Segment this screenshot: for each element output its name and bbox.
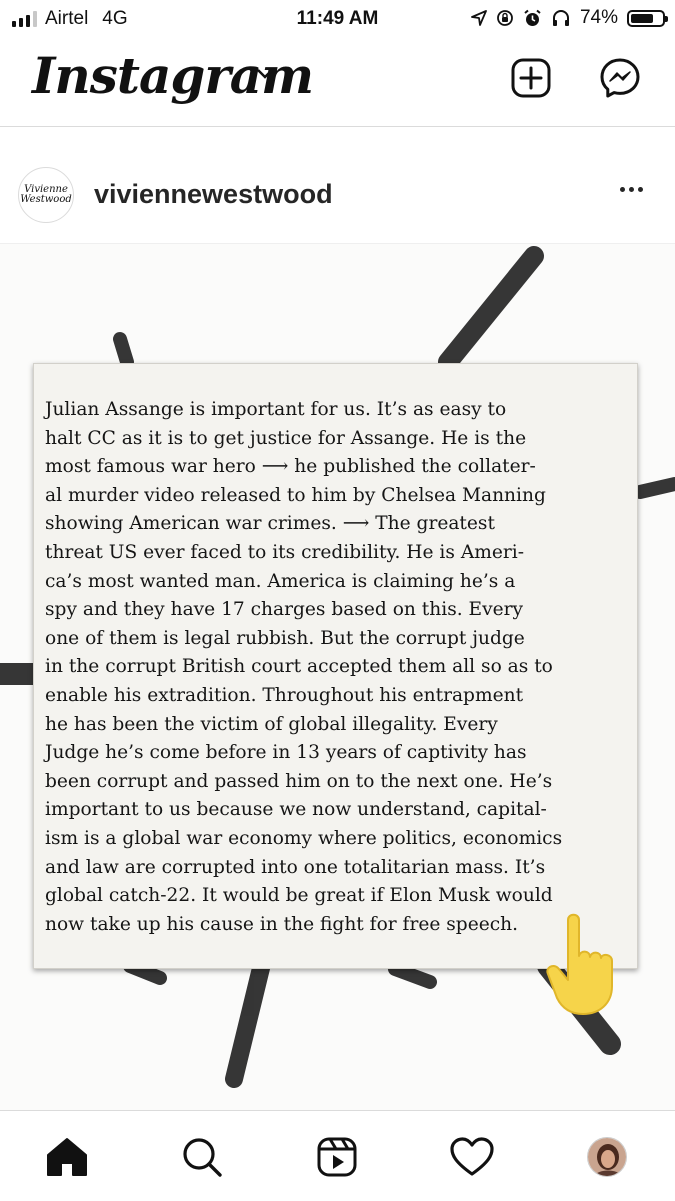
quote-line: and law are corrupted into one totalitarian mass. It’s — [45, 856, 546, 878]
alarm-icon — [523, 9, 542, 28]
quote-line: Julian Assange is important for us. It’s as easy to — [45, 399, 507, 420]
battery-fill — [631, 14, 653, 23]
status-bar-right — [471, 7, 665, 29]
network-type: 4G — [102, 8, 128, 29]
quote-line: global catch-22. It would be great if Elon Musk would — [45, 885, 553, 907]
status-bar — [0, 0, 675, 40]
nav-profile[interactable] — [585, 1135, 629, 1179]
quote-line: ca’s most wanted man. America is claiming he’s a — [45, 570, 516, 592]
carrier-name: Airtel — [45, 8, 89, 29]
quote-line: ism is a global war economy where politics, economics — [45, 827, 563, 849]
quote-line: one of them is legal rubbish. But the corrupt judge — [45, 627, 525, 649]
create-post-icon[interactable] — [511, 58, 551, 98]
chevron-down-icon[interactable] — [256, 68, 274, 80]
post-header — [0, 127, 675, 244]
quote-text — [45, 396, 635, 939]
quote-line: threat US ever faced to its credibility. He is Ameri- — [45, 541, 525, 563]
post-image[interactable] — [0, 244, 675, 1110]
reels-icon — [316, 1136, 358, 1178]
heart-icon — [450, 1137, 494, 1177]
post-username[interactable]: viviennewestwood — [94, 179, 333, 209]
quote-line: al murder video released to him by Chelsea Manning — [45, 484, 546, 506]
quote-line: enable his extradition. Throughout his entrapment — [45, 684, 524, 706]
status-time: 11:49 AM — [296, 8, 379, 29]
quote-line: Judge he’s come before in 13 years of captivity has — [45, 742, 527, 764]
battery-percent: 74% — [579, 7, 618, 28]
home-icon — [46, 1137, 88, 1177]
app-header — [0, 40, 675, 127]
quote-line: important to us because we now understand, capital- — [45, 799, 547, 821]
battery-icon — [627, 10, 665, 27]
quote-line: halt CC as it is to get justice for Assange. He is the — [45, 427, 527, 449]
account-avatar[interactable] — [18, 167, 74, 223]
avatar-logo-text: Vivienne Westwood — [20, 184, 72, 205]
profile-avatar — [587, 1137, 627, 1177]
headphones-icon — [551, 9, 571, 27]
quote-line: showing American war crimes. ⟶ The greatest — [45, 513, 495, 535]
quote-line: in the corrupt British court accepted them all so as to — [45, 656, 553, 678]
pointing-hand-icon — [542, 908, 632, 1018]
quote-line: spy and they have 17 charges based on this. Every — [45, 599, 524, 621]
quote-line: now take up his cause in the fight for free speech. — [45, 913, 518, 935]
messenger-icon[interactable] — [598, 56, 642, 100]
nav-search[interactable] — [180, 1135, 224, 1179]
nav-activity[interactable] — [450, 1135, 494, 1179]
quote-line: most famous war hero ⟶ he published the collater- — [45, 456, 536, 478]
nav-reels[interactable] — [315, 1135, 359, 1179]
orientation-lock-icon — [496, 9, 514, 27]
nav-home[interactable] — [45, 1135, 89, 1179]
quote-line: been corrupt and passed him on to the next one. He’s — [45, 770, 553, 792]
instagram-logo[interactable]: Instagram — [32, 46, 313, 105]
more-options-icon[interactable] — [620, 187, 643, 192]
quote-card — [33, 363, 638, 969]
search-icon — [181, 1136, 223, 1178]
location-icon — [471, 10, 487, 26]
bottom-navigation — [0, 1110, 675, 1201]
quote-line: he has been the victim of global illegality. Every — [45, 713, 498, 735]
